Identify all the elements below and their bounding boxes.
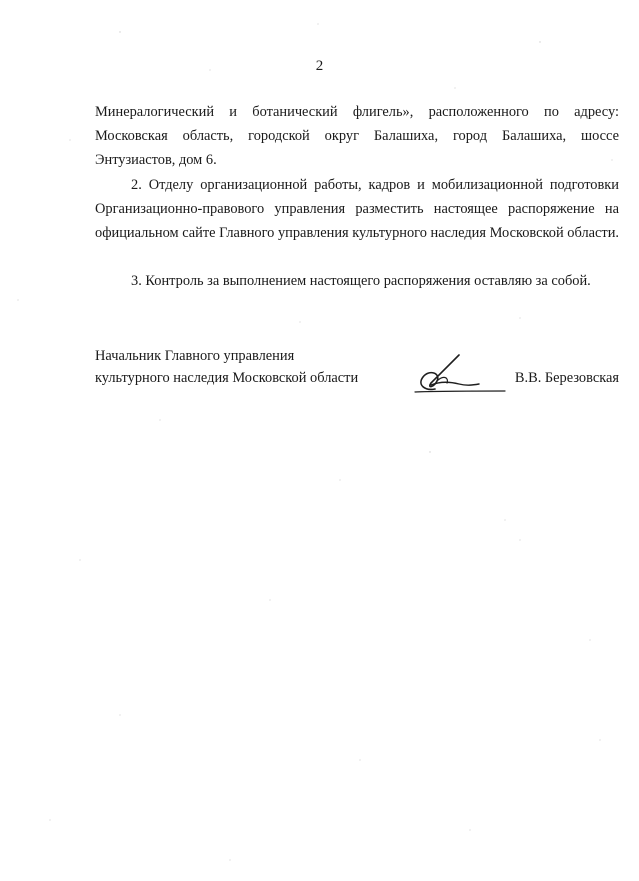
body-text-continuation bbox=[95, 100, 619, 172]
signatory-position-line-2: культурного наследия Московской области bbox=[95, 370, 359, 386]
paragraph-continuation: Минералогический и ботанический флигель», расположенного по адресу: Московская область, городской округ Балашиха, город Балашиха, шоссе Энтузиастов, дом 6. bbox=[95, 104, 619, 168]
signatory-position-line-1: Начальник Главного управления bbox=[95, 348, 295, 364]
page-number: 2 bbox=[315, 58, 324, 74]
handwritten-signature-icon bbox=[407, 351, 507, 397]
paragraph-item-2: 2. Отделу организационной работы, кадров и мобилизационной подготовки Организационно-правового управления разместить настоящее распоряжение на официальном сайте Главного управления культурного наследия Московской области. bbox=[95, 177, 619, 241]
signatory-name: В.В. Березовская bbox=[514, 370, 619, 386]
signatory-position bbox=[95, 345, 375, 389]
body-text-item-2 bbox=[95, 173, 619, 245]
body-text-item-3 bbox=[95, 269, 619, 293]
paragraph-item-3: 3. Контроль за выполнением настоящего распоряжения оставляю за собой. bbox=[131, 273, 591, 289]
